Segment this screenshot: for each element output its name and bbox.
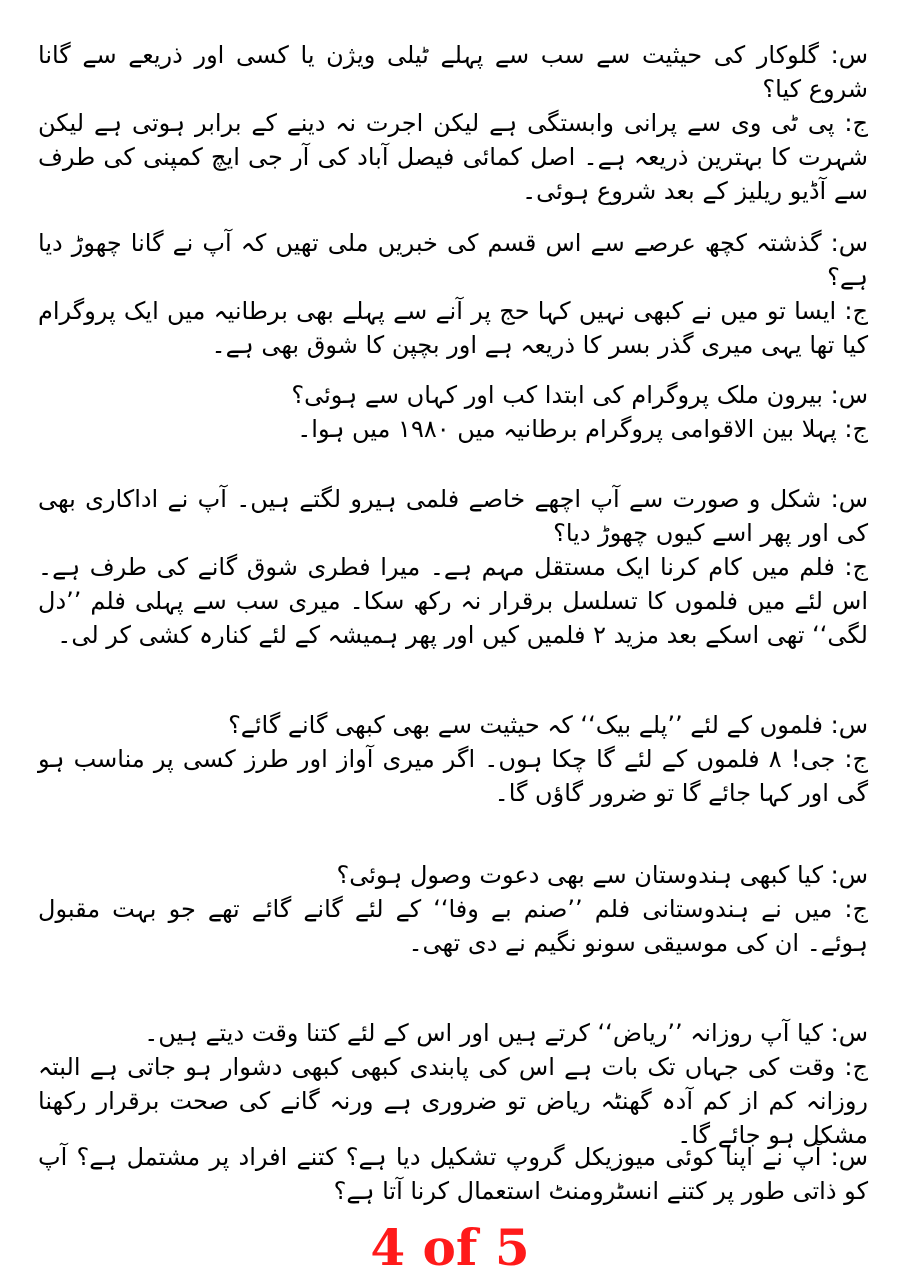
question-text: س: شکل و صورت سے آپ اچھے خاصے فلمی ہیرو لگتے ہیں۔ آپ نے اداکاری بھی کی اور پھر اسے کیوں چھوڑ دیا؟ — [38, 485, 868, 547]
question-text: س: کیا کبھی ہندوستان سے بھی دعوت وصول ہوئی؟ — [336, 861, 868, 889]
document-page — [38, 0, 868, 1287]
question-text: س: فلموں کے لئے ’’پلے بیک‘‘ کہ حیثیت سے بھی کبھی گانے گائے؟ — [228, 711, 868, 739]
answer-text: ج: پی ٹی وی سے پرانی وابستگی ہے لیکن اجرت نہ دینے کے برابر ہوتی ہے لیکن شہرت کا بہترین ذریعہ ہے۔ اصل کمائی فیصل آباد کی آر جی ایچ کمپنی کی طرف سے آڈیو ریلیز کے بعد شروع ہوئی۔ — [38, 109, 868, 205]
answer-text: ج: پہلا بین الاقوامی پروگرام برطانیہ میں ۱۹۸۰ میں ہوا۔ — [297, 415, 868, 443]
answer-text: ج: میں نے ہندوستانی فلم ’’صنم بے وفا‘‘ کے لئے گانے گائے تھے جو بہت مقبول ہوئے۔ ان کی موسیقی سونو نگیم نے دی تھی۔ — [38, 895, 868, 957]
answer-text: ج: وقت کی جہاں تک بات ہے اس کی پابندی کبھی کبھی دشوار ہو جاتی ہے البتہ روزانہ کم از کم آدہ گھنٹہ ریاض تو ضروری ہے ورنہ گانے کی صحت برقرار رکھنا مشکل ہو جائے گا۔ — [38, 1053, 868, 1149]
question-text: س: آپ نے اپنا کوئی میوزیکل گروپ تشکیل دیا ہے؟ کتنے افراد پر مشتمل ہے؟ آپ کو ذاتی طور پر کتنے انسٹرومنٹ استعمال کرنا آتا ہے؟ — [38, 1143, 868, 1205]
question-text: س: بیرون ملک پروگرام کی ابتدا کب اور کہاں سے ہوئی؟ — [291, 381, 868, 409]
qa-block-2 — [38, 226, 868, 362]
question-text: س: کیا آپ روزانہ ’’ریاض‘‘ کرتے ہیں اور اس کے لئے کتنا وقت دیتے ہیں۔ — [144, 1019, 868, 1047]
qa-block-6 — [38, 858, 868, 960]
page-number: 4 of 5 — [370, 1218, 530, 1277]
qa-block-8 — [38, 1140, 868, 1208]
answer-text: ج: فلم میں کام کرنا ایک مستقل مہم ہے۔ میرا فطری شوق گانے کی طرف ہے۔ اس لئے میں فلموں کا تسلسل برقرار نہ رکھ سکا۔ میری سب سے پہلی فلم ’’دل لگی‘‘ تھی اسکے بعد مزید ۲ فلمیں کیں اور پھر ہمیشہ کے لئے کنارہ کشی کر لی۔ — [38, 553, 868, 649]
answer-text: ج: ایسا تو میں نے کبھی نہیں کہا حج پر آنے سے پہلے بھی برطانیہ میں ایک پروگرام کیا تھا یہی میری گذر بسر کا ذریعہ ہے اور بچپن کا شوق بھی ہے۔ — [38, 297, 868, 359]
qa-block-1 — [38, 38, 868, 208]
answer-text: ج: جی! ۸ فلموں کے لئے گا چکا ہوں۔ اگر میری آواز اور طرز کسی پر مناسب ہو گی اور کہا جائے گا تو ضرور گاؤں گا۔ — [38, 745, 868, 807]
qa-block-7 — [38, 1016, 868, 1152]
qa-block-3 — [38, 378, 868, 446]
question-text: س: گذشتہ کچھ عرصے سے اس قسم کی خبریں ملی تھیں کہ آپ نے گانا چھوڑ دیا ہے؟ — [38, 229, 868, 291]
qa-block-5 — [38, 708, 868, 810]
qa-block-4 — [38, 482, 868, 652]
question-text: س: گلوکار کی حیثیت سے سب سے پہلے ٹیلی ویژن یا کسی اور ذریعے سے گانا شروع کیا؟ — [38, 41, 868, 103]
